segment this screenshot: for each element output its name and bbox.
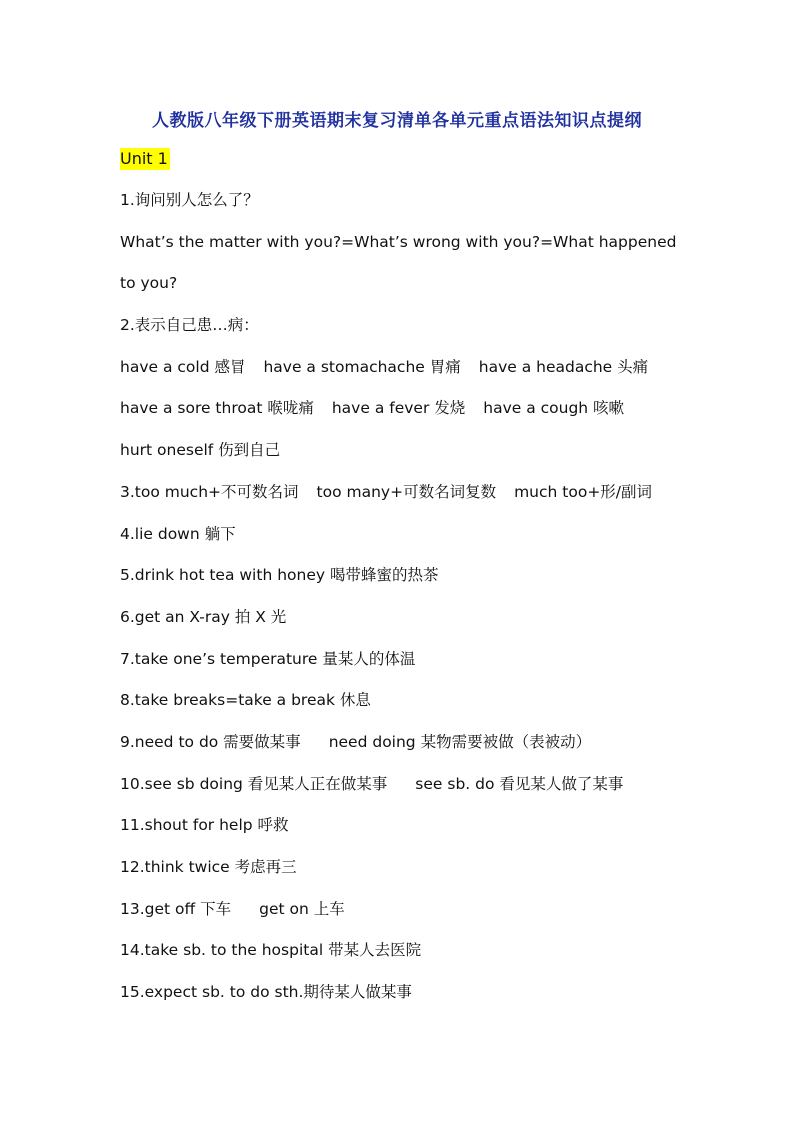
note-segment: have a headache 头痛 — [478, 357, 649, 376]
note-segment: 13.get off 下车 — [120, 899, 232, 918]
note-segment: 5.drink hot tea with honey 喝带蜂蜜的热茶 — [120, 566, 439, 585]
note-segment: 7.take one’s temperature 量某人的体温 — [120, 649, 416, 668]
note-segment: get on 上车 — [259, 899, 345, 918]
note-segment: too many+可数名词复数 — [316, 482, 497, 501]
note-line — [120, 563, 690, 605]
note-segment: 14.take sb. to the hospital 带某人去医院 — [120, 941, 422, 960]
note-line — [120, 271, 690, 313]
note-segment: have a sore throat 喉咙痛 — [120, 399, 314, 418]
note-line — [120, 730, 690, 772]
note-segment: 11.shout for help 呼救 — [120, 816, 289, 835]
note-segment: What’s the matter with you?=What’s wrong with you?=What happened — [120, 232, 677, 251]
note-segment: 10.see sb doing 看见某人正在做某事 — [120, 774, 388, 793]
note-line — [120, 688, 690, 730]
note-segment: have a stomachache 胃痛 — [263, 357, 461, 376]
unit-heading: Unit 1 — [120, 149, 168, 168]
note-segment: need doing 某物需要被做（表被动） — [328, 732, 592, 751]
note-line — [120, 313, 690, 355]
note-segment: have a cough 咳嗽 — [483, 399, 625, 418]
note-line — [120, 980, 690, 1022]
note-segment: 9.need to do 需要做某事 — [120, 732, 301, 751]
note-segment: 15.expect sb. to do sth.期待某人做某事 — [120, 983, 412, 1002]
note-segment: 6.get an X-ray 拍 X 光 — [120, 607, 287, 626]
note-segment: to you? — [120, 274, 178, 293]
note-line — [120, 480, 690, 522]
note-segment: 2.表示自己患…病： — [120, 316, 259, 335]
note-line — [120, 438, 690, 480]
note-segment: 1.询问别人怎么了？ — [120, 191, 259, 209]
note-line — [120, 355, 690, 397]
note-line — [120, 396, 690, 438]
note-segment: see sb. do 看见某人做了某事 — [415, 774, 624, 793]
note-line — [120, 897, 690, 939]
document-title: 人教版八年级下册英语期末复习清单各单元重点语法知识点提纲 — [152, 111, 642, 131]
note-segment: 8.take breaks=take a break 休息 — [120, 691, 371, 710]
note-segment: much too+形/副词 — [514, 482, 653, 501]
note-line — [120, 605, 690, 647]
note-segment: have a fever 发烧 — [331, 399, 466, 418]
note-segment: 4.lie down 躺下 — [120, 524, 236, 543]
note-line — [120, 230, 690, 272]
note-segment: have a cold 感冒 — [120, 357, 246, 376]
note-line — [120, 188, 690, 230]
note-line — [120, 772, 690, 814]
note-line — [120, 813, 690, 855]
note-segment: 12.think twice 考虑再三 — [120, 858, 297, 876]
note-segment: hurt oneself 伤到自己 — [120, 441, 281, 460]
note-line — [120, 522, 690, 564]
note-line — [120, 647, 690, 689]
notes-list — [120, 188, 690, 1022]
note-line — [120, 938, 690, 980]
note-line — [120, 855, 690, 897]
note-segment: 3.too much+不可数名词 — [120, 482, 299, 501]
